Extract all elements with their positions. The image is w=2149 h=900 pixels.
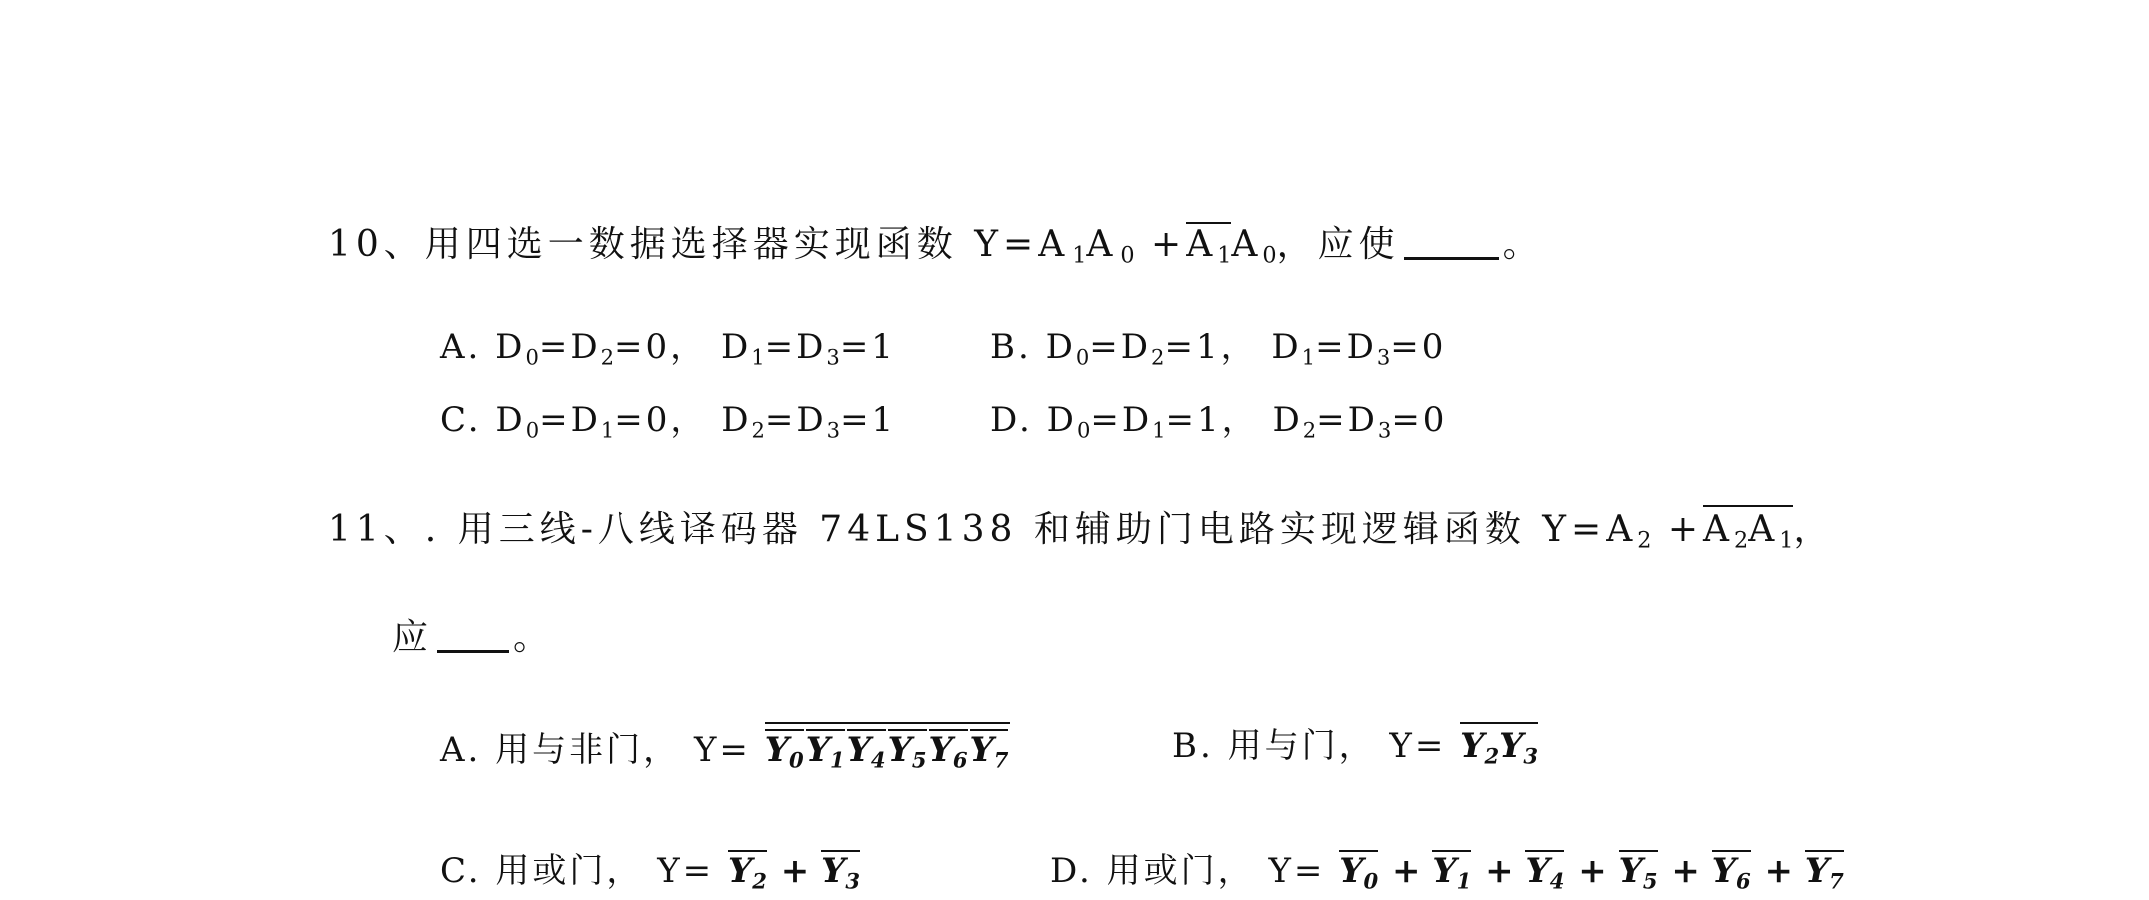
var-y4: $Y_4$ [1525, 851, 1565, 894]
var-y3: $Y_3$ [1499, 726, 1539, 769]
q10-option-a: A. $D_0=D_2=0$， $D_1=D_3=1$ [440, 327, 896, 370]
answer-blank [1404, 257, 1499, 260]
var-y0: $Y_0$ [764, 730, 804, 773]
q11-option-b-expression [1460, 722, 1539, 769]
var-y1: $Y_1$ [1432, 851, 1472, 894]
q10-option-b: B. $D_0=D_2=1$， $D_1=D_3=0$ [990, 327, 1447, 370]
q11-term2-negated: $A_2A_1$ [1703, 505, 1793, 548]
q11-stem-text: 11、. 用三线-八线译码器 74LS138 和辅助门电路实现逻辑函数 Y= [328, 509, 1607, 550]
var-y5: $Y_5$ [887, 730, 927, 773]
q10-stem-text: 10、用四选一数据选择器实现函数 Y= [328, 224, 1039, 265]
var-y4: $Y_4$ [846, 730, 886, 773]
var-y7: $Y_7$ [1804, 851, 1844, 894]
question-11-stem [328, 505, 1835, 554]
q11-option-d [1050, 850, 1846, 894]
q11-option-b-label: B. 用与门， Y= [1172, 726, 1447, 766]
q11-option-d-expression: $Y_0 + Y_1 + Y_4 + Y_5 + Y_6 + Y_7$ [1339, 851, 1844, 894]
q11-line2-end: 。 [513, 617, 555, 658]
q11-option-c-label: C. 用或门， Y= [440, 851, 715, 891]
q11-plus: + [1667, 509, 1704, 550]
var-y3: $Y_3$ [821, 851, 861, 894]
var-y1: $Y_1$ [805, 730, 845, 773]
q10-tail: ，应使 [1276, 224, 1400, 265]
q11-term1: $A_2$ [1606, 509, 1652, 554]
q11-option-a-expression [764, 722, 1011, 773]
q11-option-d-label: D. 用或门， Y= [1050, 851, 1326, 891]
q10-option-d: D. $D_0=D_1=1$， $D_2=D_3=0$ [990, 400, 1448, 443]
answer-blank [437, 650, 509, 653]
var-y2: $Y_2$ [1460, 726, 1500, 769]
var-y6: $Y_6$ [1711, 851, 1751, 894]
var-y6: $Y_6$ [928, 730, 968, 773]
q10-option-c: C. $D_0=D_1=0$， $D_2=D_3=1$ [440, 400, 897, 443]
q11-option-a-label: A. 用与非门， Y= [440, 730, 751, 770]
question-10-stem [328, 222, 1544, 269]
q11-option-a [440, 722, 1010, 773]
q11-option-c-expression: $Y_2 + Y_3$ [727, 851, 861, 894]
q11-option-c [440, 850, 862, 894]
q11-option-b [1172, 722, 1539, 769]
var-y5: $Y_5$ [1618, 851, 1658, 894]
q11-line2-start: 应 [392, 617, 434, 658]
q10-term2-negated: $A_1$ [1186, 224, 1232, 269]
q10-end: 。 [1502, 224, 1544, 265]
q10-plus: + [1151, 224, 1187, 265]
var-y2: $Y_2$ [727, 851, 767, 894]
var-y7: $Y_7$ [969, 730, 1009, 773]
q11-comma: ， [1793, 509, 1835, 550]
var-y0: $Y_0$ [1339, 851, 1379, 894]
question-11-line2 [392, 617, 555, 658]
q10-term2-rest: $A_0$ [1231, 224, 1277, 269]
q10-term1: $A_1A_0$ [1038, 224, 1135, 269]
